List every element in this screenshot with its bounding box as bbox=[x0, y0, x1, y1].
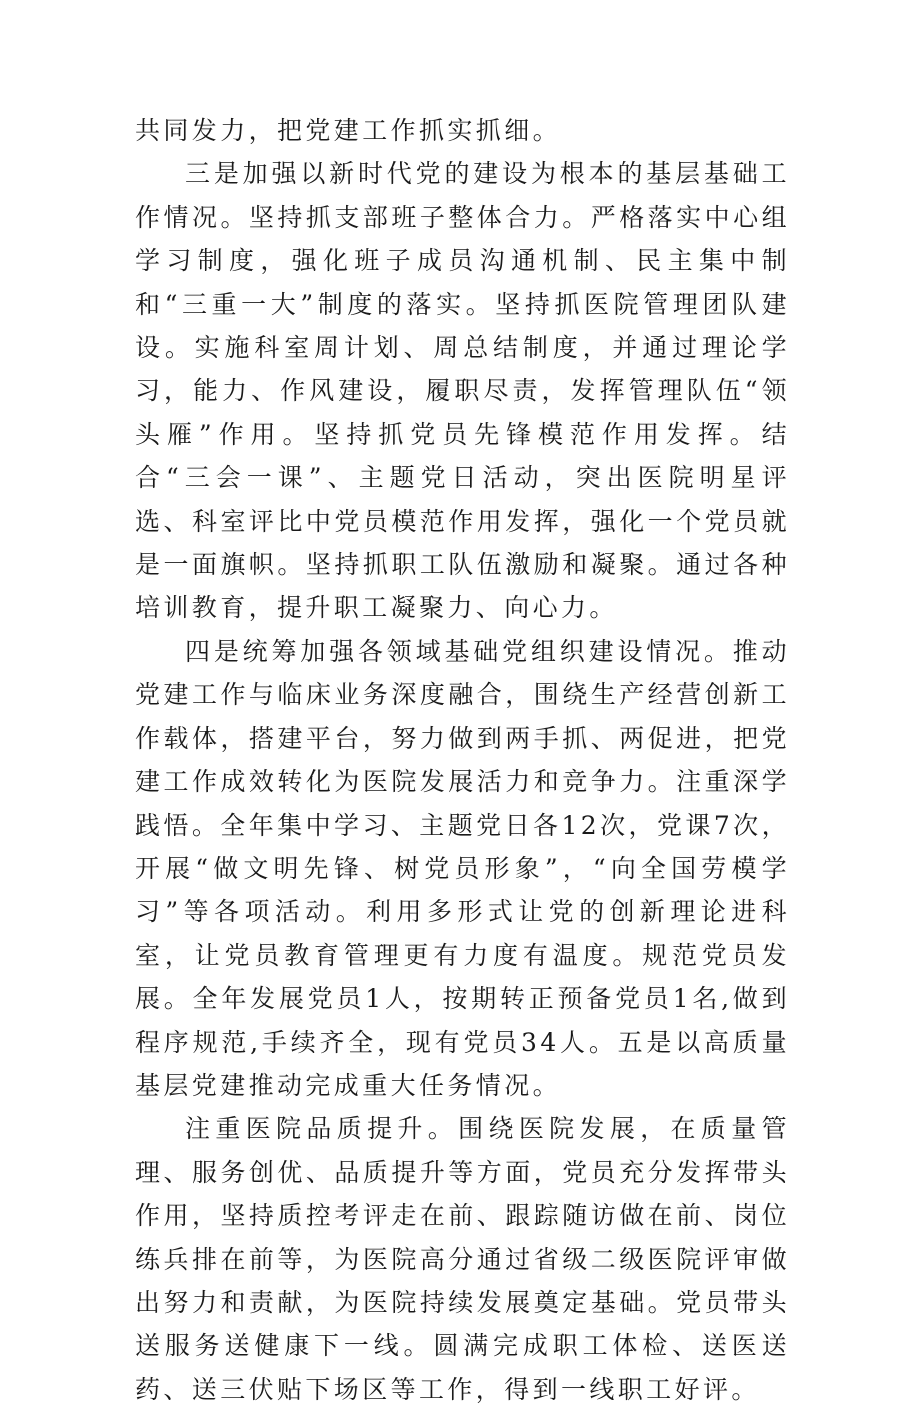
paragraph-hospital-quality: 注重医院品质提升。围绕医院发展，在质量管理、服务创优、品质提升等方面，党员充分发挥带头作用，坚持质控考评走在前、跟踪随访做在前、岗位练兵排在前等，为医院高分通过省级二级医院评审做出努力和责献，为医院持续发展奠定基础。党员带头送服务送健康下一线。圆满完成职工体检、送医送药、送三伏贴下场区等工作，得到一线职工好评。 bbox=[135, 1114, 790, 1404]
paragraph-party-organization-building: 四是统筹加强各领域基础党组织建设情况。推动党建工作与临床业务深度融合，围绕生产经营创新工作载体，搭建平台，努力做到两手抓、两促进，把党建工作成效转化为医院发展活力和竞争力。注重深学践悟。全年集中学习、主题党日各12次，党课7次，开展“做文明先锋、树党员形象”，“向全国劳模学习”等各项活动。利用多形式让党的创新理论进科室，让党员教育管理更有力度有温度。规范党员发展。全年发展党员1人，按期转正预备党员1名,做到程序规范,手续齐全，现有党员34人。五是以高质量基层党建推动完成重大任务情况。 bbox=[135, 636, 790, 1100]
paragraph-grassroots-foundation: 三是加强以新时代党的建设为根本的基层基础工作情况。坚持抓支部班子整体合力。严格落实中心组学习制度，强化班子成员沟通机制、民主集中制和“三重一大”制度的落实。坚持抓医院管理团队建设。实施科室周计划、周总结制度，并通过理论学习，能力、作风建设，履职尽责，发挥管理队伍“领头雁”作用。坚持抓党员先锋模范作用发挥。结合“三会一课”、主题党日活动，突出医院明星评选、科室评比中党员模范作用发挥，强化一个党员就是一面旗帜。坚持抓职工队伍激励和凝聚。通过各种培训教育，提升职工凝聚力、向心力。 bbox=[135, 159, 790, 623]
paragraph-continuation: 共同发力，把党建工作抓实抓细。 bbox=[135, 116, 562, 145]
document-body bbox=[135, 109, 790, 1411]
